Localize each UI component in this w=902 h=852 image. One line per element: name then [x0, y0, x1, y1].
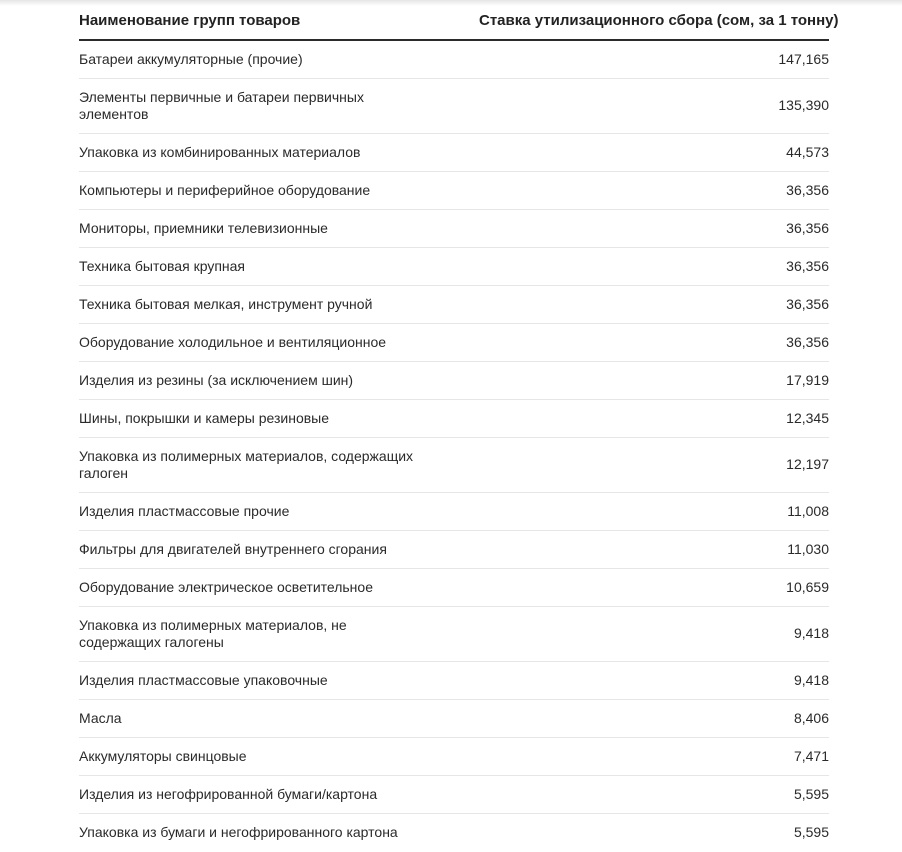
recycling-fee-rate: 17,919: [479, 361, 829, 399]
table-header: [79, 0, 839, 40]
table-row: [79, 437, 829, 492]
table-row: [79, 361, 829, 399]
product-group-name: Шины, покрышки и камеры резиновые: [79, 399, 479, 437]
product-group-name: Упаковка из комбинированных материалов: [79, 133, 479, 171]
table-row: [79, 40, 829, 78]
table-row: [79, 661, 829, 699]
recycling-fee-rate: 36,356: [479, 323, 829, 361]
recycling-fee-rate: 36,356: [479, 209, 829, 247]
recycling-fee-rate: 135,390: [479, 78, 829, 133]
product-group-name: Изделия пластмассовые упаковочные: [79, 661, 479, 699]
table-row: [79, 737, 829, 775]
recycling-fee-rate: 7,471: [479, 737, 829, 775]
recycling-fee-rate: 36,356: [479, 247, 829, 285]
rates-table: [79, 0, 839, 851]
recycling-fee-rate: 9,418: [479, 661, 829, 699]
product-group-name: Фильтры для двигателей внутреннего сгорания: [79, 530, 479, 568]
product-group-name: Компьютеры и периферийное оборудование: [79, 171, 479, 209]
table-row: [79, 775, 829, 813]
recycling-fee-rate: 9,418: [479, 606, 829, 661]
product-group-name: Упаковка из бумаги и негофрированного картона: [79, 823, 398, 840]
recycling-fee-rate: 11,008: [479, 492, 829, 530]
column-header-rate: Ставка утилизационного сбора (сом, за 1 тонну): [479, 0, 829, 40]
table-body: [79, 40, 829, 851]
table-row: [79, 78, 829, 133]
recycling-fee-rate: 8,406: [479, 699, 829, 737]
recycling-fee-rate: 11,030: [479, 530, 829, 568]
product-group-name: Упаковка из полимерных материалов, содержащих галоген: [79, 437, 479, 492]
product-group-name: Аккумуляторы свинцовые: [79, 737, 479, 775]
product-group-name: Изделия пластмассовые прочие: [79, 492, 479, 530]
recycling-fee-rate: 12,345: [479, 399, 829, 437]
table-row: [79, 492, 829, 530]
product-group-name: Техника бытовая крупная: [79, 247, 479, 285]
product-group-name: Изделия из резины (за исключением шин): [79, 361, 479, 399]
table-row: [79, 323, 829, 361]
product-group-name: Мониторы, приемники телевизионные: [79, 209, 479, 247]
table-row: [79, 133, 829, 171]
table-row: [79, 568, 829, 606]
product-group-name: Оборудование электрическое осветительное: [79, 568, 479, 606]
recycling-fee-rate: 36,356: [479, 285, 829, 323]
table-row: [79, 813, 829, 851]
table-row: [79, 399, 829, 437]
table-row: [79, 606, 829, 661]
product-group-name: Техника бытовая мелкая, инструмент ручной: [79, 285, 479, 323]
table-row: [79, 285, 829, 323]
table-row: [79, 171, 829, 209]
recycling-fee-rate: 147,165: [479, 40, 829, 78]
product-group-name: Элементы первичные и батареи первичных элементов: [79, 78, 479, 133]
recycling-fee-rate: 10,659: [479, 568, 829, 606]
recycling-fee-rate: 12,197: [479, 437, 829, 492]
rates-table-container: [79, 0, 839, 851]
product-group-name: Изделия из негофрированной бумаги/картона: [79, 775, 479, 813]
table-row: [79, 530, 829, 568]
product-group-name: Оборудование холодильное и вентиляционное: [79, 323, 479, 361]
table-row: [79, 699, 829, 737]
recycling-fee-rate: 5,595: [793, 823, 829, 840]
recycling-fee-rate: 44,573: [479, 133, 829, 171]
product-group-name: Батареи аккумуляторные (прочие): [79, 40, 479, 78]
product-group-name: Упаковка из полимерных материалов, не содержащих галогены: [79, 606, 479, 661]
table-row: [79, 209, 829, 247]
recycling-fee-rate: 36,356: [479, 171, 829, 209]
header-row: [79, 0, 829, 40]
recycling-fee-rate: 5,595: [479, 775, 829, 813]
column-header-name: Наименование групп товаров: [79, 0, 479, 40]
product-group-name: Масла: [79, 699, 479, 737]
table-row: [79, 247, 829, 285]
